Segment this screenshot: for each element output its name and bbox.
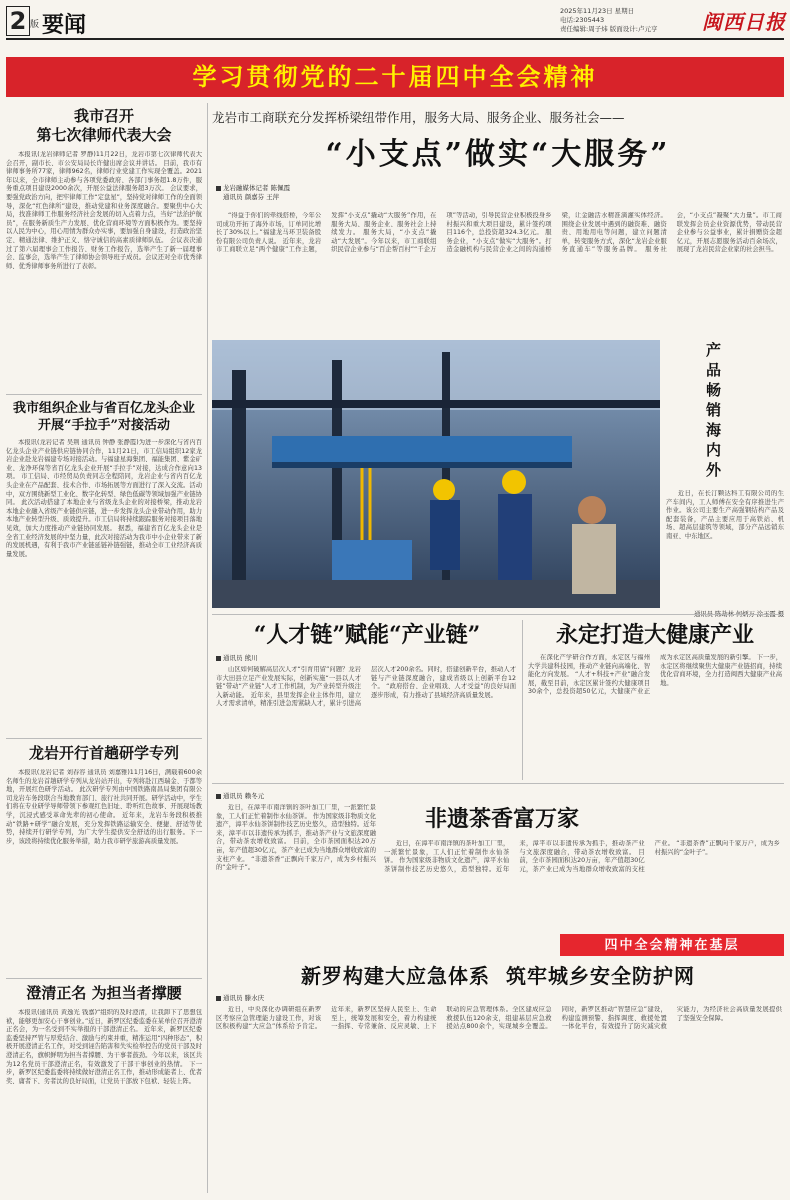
emergency-title: 新罗构建大应急体系 筑牢城乡安全防护网 [301,964,695,988]
emergency-byline-text: 通讯员 滕水庆 [223,994,265,1002]
divider [6,394,202,395]
tea-body: 近日，在漳平市南洋镇的茶叶加工厂里，一派繁忙景象，工人们正忙着制作水仙茶饼。 作为国家级非物质文化遗产，漳平水仙茶饼制作技艺历史悠久，造型独特。近年来，漳平市以非遗传承为抓手，推动茶产业与文旅深度融合，带动茶农增收致富。 目前，全市茶园面积达20万亩，年产值超30亿元，茶产业已成为当地群众增收致富的支柱产业。 “非遗茶香”正飘向千家万户，成为乡村振兴的“金叶子”。 [216,804,376,872]
emergency-byline [216,994,264,1003]
byline-marker [216,186,221,191]
feature-body: “得益于你们的牵线搭桥，今年公司成功开拓了海外市场，订单同比增长了30%以上。”福建龙马环卫装备股份有限公司负责人说。 近年来，龙岩市工商联立足“两个健康”工作主题，发挥“小支点”撬动“大服务”作用，在服务大局、服务企业、服务社会上持续发力。 服务大局，“小支点”撬动“大发展”。今年以来，市工商联组织民营企业参与“百企帮百村”“千企万项”等活动，引导民营企业积极投身乡村振兴和重大项目建设，累计签约项目116个，总投资超324.3亿元。 服务企业，“小支点”做实“大服务”。打造金融机构与民营企业之间的沟通桥梁，让金融活水精准滴灌实体经济。围绕企业发展中遇到的融资难、融资贵、用地用电等问题，建立问题清单，转变服务方式，深化“龙岩企业服务直通车”等服务品牌。 服务社会，“小支点”凝聚“大力量”。市工商联发挥会员企业资源优势，带动民营企业参与公益事业，累计捐赠资金超亿元，开展志愿服务活动百余场次，展现了龙岩民营企业家的社会担当。 [216,212,782,254]
factory-photo [212,340,660,608]
tea-byline-text: 通讯员 赖冬元 [223,792,265,800]
photo-caption-title: 产品畅销海内外 [706,341,722,479]
health-body: 在深化产学研合作方面，永定区与福州大学共建科技园，推动产业链向高端化、智能化方向发展。 “人才+科技+产业”融合发展，截至目前，永定区累计签约大健康项目30余个，总投资超50亿元，大健康产业正成为永定区高质量发展的新引擎。 下一步，永定区将继续聚焦大健康产业链招商，持续优化营商环境，全力打造闽西大健康产业高地。 [528,654,782,696]
tea-byline [216,792,264,801]
article-studytrain [6,744,202,976]
theme-banner-text: 学习贯彻党的二十届四中全会精神 [192,62,598,91]
factory-photo-image [212,340,660,608]
divider [212,783,784,784]
article-lawyers-title: 我市召开 第七次律师代表大会 [36,107,172,144]
section-name: 要闻 [42,12,87,38]
talent-title: “人才链”赋能“产业链” [253,622,481,648]
divider [212,614,784,615]
talent-byline-text: 通讯员 熊川 [223,654,258,662]
emergency-body: 近日，中央深化办调研组在新罗区考察应急管理能力建设工作，对该区积极构建“大应急”体系给予肯定。 近年来，新罗区坚持人民至上、生命至上，统筹发展和安全，着力构建统一指挥、专常兼备、反应灵敏、上下联动的应急管理体系。全区建成应急救援队伍120余支，组建基层应急救援站点800余个，实现城乡全覆盖。 同时，新罗区推动“智慧应急”建设，构建监测预警、指挥调度、救援处置一体化平台，有效提升了防灾减灾救灾能力，为经济社会高质量发展提供了坚强安全保障。 [216,1006,782,1031]
article-handinhand-body: 本报讯(龙岩记者 吴荆 通讯员 钟静 张静霞)为进一步深化与省内百亿龙头企业产业链供应链协同合作，11月21日，市工信局组织12家龙岩企业赴龙岩福建专场对接活动。与福建星海集团、福能集团、紫金矿业、龙净环保等省百亿龙头企业开展“手拉手”对接，达成合作意向13项。 市工信局、市经贸局负责同志全程陪同，龙岩企业与省内百亿龙头企业在产品配套、技术合作、市场拓展等方面进行了深入交流。活动中，双方围绕新型工业化、数字化转型、绿色低碳等领域加强产业链协同。 此次活动搭建了本地企业与省级龙头企业的对接桥梁，推动龙岩本地企业融入省级产业链供应链，进一步发挥龙头企业带动作用，助力本地产业转型升级、质效提升。市工信局将持续跟踪服务对接项目落地见效，加大力度推动产业链协同发展。 据悉，福建省百亿龙头企业是全省工业经济发展的中坚力量，此次对接活动为我市中小企业带来了新的发展机遇，有利于我市产业链延链补链强链，推动全市工业经济高质量发展。 [6,439,202,558]
theme-banner [6,57,784,97]
masthead-editors: 责任编辑:周子炜 版面设计:卢元亨 [560,25,658,33]
photo-caption [666,340,784,619]
tea-title: 非遗茶香富万家 [424,806,579,832]
masthead-rule [6,38,784,40]
article-lawyers-body: 本报讯(龙岩律师记者 罗静)11月22日，龙岩市第七次律师代表大会召开，副市长、市公安局局长许健出席会议并讲话。 目前，我市有律师事务所77家，律师962名，律师行业党建工作实现全覆盖。2021年以来，全市律师主动参与各项党委政府、各部门事务超1.8万件，服务重点项目建设2000余次，开展公益法律服务超3万次。 会议要求，要强党政治方向，把牢律师工作“定盘星”，坚持党对律师工作的全面领导，深化“红色律所”建设，推动党建和业务深度融合。要聚焦中心大局，找准律师工作服务经济社会发展的切入点着力点，当好“法治护航员”，在服务新质生产力发展、优化营商环境等方面积极作为。要坚持以人民为中心，用心用情为群众办实事，要加强自身建设，打造政治坚定、精通法律、维护正义、恪守诚信的高素质律师队伍。 会议表决通过了第六届理事会工作报告、财务工作报告，选举产生了新一届理事会、监事会，选举产生了律师协会领导班子成员。会议还对全市优秀律师、优秀律师事务所进行了表彰。 [6,151,202,270]
grassroots-banner [560,934,784,956]
masthead-date: 2025年11月23日 星期日 [560,7,635,15]
article-clarify-body: 本报讯(通讯员 黄逸光 钱嘉)“组织的及时澄清，让我卸下了思想包袱，能够更加安心干事创业。”近日，新罗区纪委监委在某单位召开澄清正名会，为一名受到不实举报的干部澄清正名。 近年来，新罗区纪委监委坚持严管与厚爱结合、激励与约束并重，精准运用“四种形态”，积极开展澄清正名工作，对受到诬告陷害和失实检举控告的党员干部及时澄清正名，旗帜鲜明为担当者撑腰、为干事者鼓劲。今年以来，该区共为12名党员干部澄清正名，有效激发了干部干事创业的热情。 下一步，新罗区纪委监委将持续做好澄清正名工作，推动形成能者上、优者奖、庸者下、劣者汰的良好局面，让党员干部放下包袱、轻装上阵。 [6,1009,202,1085]
divider [6,978,202,979]
masthead-info [560,7,700,34]
column-rule [207,103,208,1193]
feature-byline-2: 通讯员 颜嘉芬 王萍 [223,193,280,201]
tea-body-col1 [216,804,376,944]
health-body-columns [528,654,782,776]
article-studytrain-title: 龙岩开行首趟研学专列 [28,744,179,762]
feature-body-columns [216,212,782,330]
emergency-body-columns [216,1006,782,1192]
health-title: 永定打造大健康产业 [555,622,754,648]
article-handinhand [6,400,202,737]
feature-kicker: 龙岩市工商联充分发挥桥梁纽带作用，服务大局、服务企业、服务社会—— [212,110,625,125]
article-studytrain-body: 本报讯(龙岩记者 刘春容 通讯员 刘嘉雅)11月16日，满载着600余名师生的龙岩首趟研学专列从龙岩站开出，专列将赴江西瑞金、于都等地，开展红色研学活动。 此次研学专列由中国铁路南昌局集团有限公司龙岩车务段联合当地教育部门、旅行社共同开展。研学活动中，学生们将在专业研学导师带领下参观红色旧址、聆听红色故事、开展现场教学，沉浸式感受革命先辈的初心使命。 近年来，龙岩车务段积极推动“铁路+研学”融合发展，充分发挥铁路运输安全、便捷、舒适等优势，持续开行研学专列，为广大学生提供安全舒适的出行服务。下一步，该段将持续优化服务举措，助力我市研学旅游高质量发展。 [6,769,202,845]
page-suffix: 版 [30,20,40,30]
paper-logo: 闽西日报 [702,10,786,34]
tea-body-cols [384,840,780,944]
tea-article [212,788,784,948]
talent-body: 山区如何破解高层次人才“引育用留”问题？龙岩市大田县立足产业发展实际，创新实施“一县以人才链”带动“产业链”人才工作机制，为产业转型升级注入新动能。 近年来，县里发挥企业主体作用，建立人才需求清单，精准引进急需紧缺人才，累计引进高层次人才200余名。同时，搭建创新平台，推动人才链与产业链深度融合，建成省级以上创新平台12个。 “政府搭台、企业唱戏、人才受益”的良好局面逐步形成，有力推动了县域经济高质量发展。 [216,666,516,708]
feature-byline-1: 龙岩融媒体记者 陈佩霞 [223,184,291,192]
masthead-phone: 电话:2305443 [560,16,605,24]
talent-body-columns [216,666,516,776]
photo-caption-body: 近日，在长汀颗达科工有限公司的生产车间内，工人师傅在安全有序推进生产作业。该公司主要生产高强钢结构产品及配套装备，产品主要应用于高铁站、机场、超高层建筑等领域，部分产品远销东南亚、中东地区。 [666,490,784,540]
grassroots-banner-text: 四中全会精神在基层 [604,938,740,953]
feature-title: “小支点”做实“大服务” [325,137,671,172]
column-rule [522,620,523,780]
page-number: 2 [9,7,27,35]
article-lawyers [6,107,202,421]
article-clarify-title: 澄清正名 为担当者撑腰 [26,984,182,1002]
feature-byline [216,184,326,202]
tea-body-continued: 近日，在漳平市南洋镇的茶叶加工厂里，一派繁忙景象，工人们正忙着制作水仙茶饼。 作为国家级非物质文化遗产，漳平水仙茶饼制作技艺历史悠久，造型独特。近年来，漳平市以非遗传承为抓手，推动茶产业与文旅深度融合，带动茶农增收致富。 目前，全市茶园面积达20万亩，年产值超30亿元，茶产业已成为当地群众增收致富的支柱产业。 “非遗茶香”正飘向千家万户，成为乡村振兴的“金叶子”。 [384,840,780,873]
talent-byline [216,654,258,663]
divider [6,738,202,739]
article-clarify [6,984,202,1199]
page-number-box [6,6,30,36]
article-handinhand-title: 我市组织企业与省百亿龙头企业 开展“手拉手”对接活动 [12,401,195,433]
